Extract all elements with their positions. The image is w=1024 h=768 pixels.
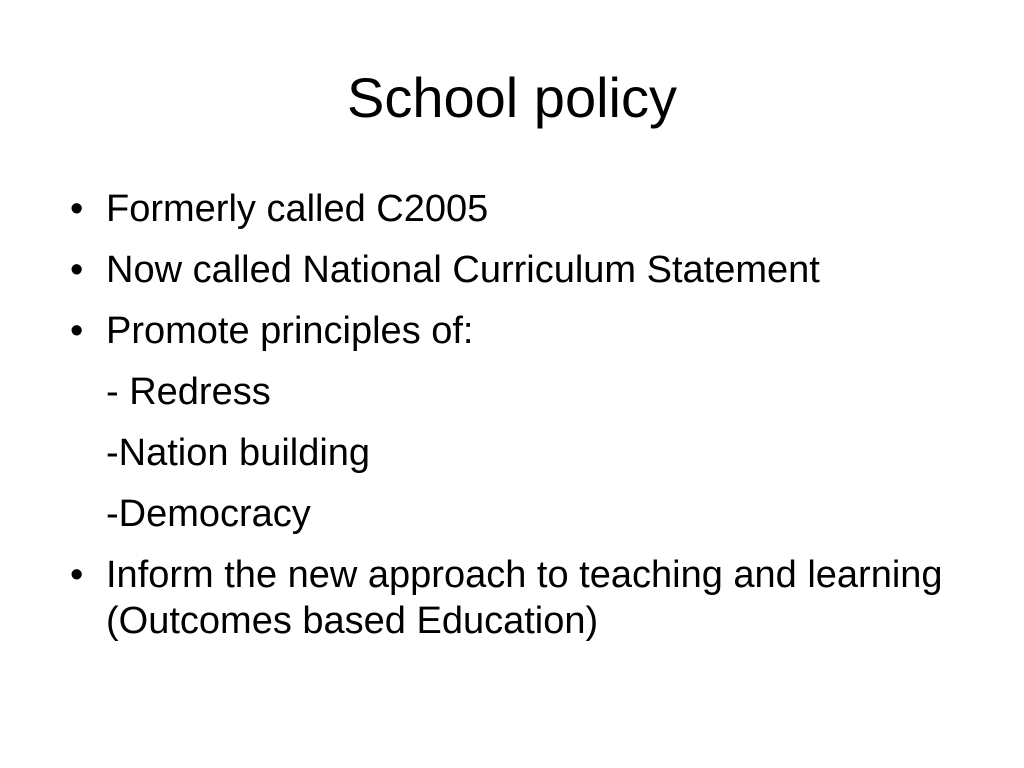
sub-list-item: -Democracy (106, 493, 311, 535)
list-item: • Formerly called C2005 (60, 186, 980, 232)
list-item: • Now called National Curriculum Statement (60, 247, 980, 293)
slide-title: School policy (347, 66, 677, 129)
sub-list-item: -Nation building (106, 432, 371, 474)
sub-list-item: - Redress (106, 371, 271, 413)
bullet-list (60, 186, 980, 659)
list-item: • Promote principles of: (60, 308, 980, 354)
list-item: • Inform the new approach to teaching and learning (Outcomes based Education) (60, 552, 980, 644)
